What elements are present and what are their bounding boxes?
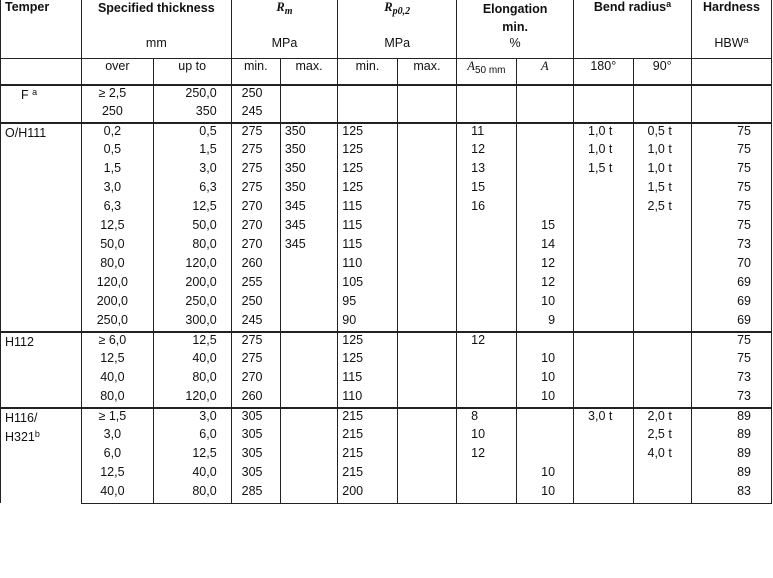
table-cell: 12 [516,256,573,275]
table-cell: 115 [338,237,397,256]
header-rp02: $R_{p0,2}$ [338,0,457,36]
table-cell: 13 [457,161,516,180]
table-cell: 6,0 [81,446,153,465]
table-cell [633,237,691,256]
table-cell [280,465,337,484]
header-row-titles [1,0,772,36]
table-cell: 270 [231,199,280,218]
table-cell: 83 [691,484,771,503]
table-cell: 125 [338,351,397,370]
table-cell [397,275,456,294]
table-cell: 50,0 [81,237,153,256]
table-cell [574,237,633,256]
table-cell: 115 [338,370,397,389]
table-row [1,256,772,275]
table-cell [397,104,456,123]
table-cell: 3,0 [81,427,153,446]
table-cell: 14 [516,237,573,256]
table-cell: 40,0 [81,370,153,389]
table-cell: 200,0 [153,275,231,294]
table-cell [516,199,573,218]
table-cell: 80,0 [81,389,153,408]
table-cell: 70 [691,256,771,275]
table-cell [397,123,456,142]
table-cell: 89 [691,427,771,446]
table-cell [457,256,516,275]
table-cell [397,332,456,351]
table-cell: 8 [457,408,516,427]
table-cell: 275 [231,142,280,161]
table-row [1,484,772,503]
table-cell: 69 [691,313,771,332]
table-cell: 11 [457,123,516,142]
table-row [1,218,772,237]
table-cell: 75 [691,199,771,218]
table-row [1,332,772,351]
header-elongation: Elongation min. [457,0,574,36]
table-row [1,180,772,199]
table-cell: 215 [338,465,397,484]
table-cell: 2,5 t [633,427,691,446]
table-cell [574,351,633,370]
table-cell: 110 [338,389,397,408]
table-cell [633,85,691,104]
table-cell: 270 [231,370,280,389]
table-cell [574,427,633,446]
table-cell [574,218,633,237]
table-cell [574,180,633,199]
table-cell [516,446,573,465]
table-cell [397,389,456,408]
table-cell [397,237,456,256]
table-cell [397,180,456,199]
table-cell [397,427,456,446]
table-row [1,313,772,332]
table-cell: ≥ 6,0 [81,332,153,351]
table-cell [457,237,516,256]
table-row [1,408,772,427]
table-cell: 12,5 [81,351,153,370]
table-cell [397,199,456,218]
table-cell: 215 [338,446,397,465]
sub-rm-max: max. [280,58,337,85]
table-row [1,465,772,484]
table-cell: 250,0 [81,313,153,332]
table-cell: 12,5 [153,446,231,465]
table-cell: 1,0 t [633,142,691,161]
table-cell [516,408,573,427]
table-cell: 3,0 [153,408,231,427]
table-cell: 115 [338,218,397,237]
table-cell: 69 [691,275,771,294]
table-cell [397,484,456,503]
table-cell: 125 [338,142,397,161]
table-row [1,85,772,104]
unit-percent: % [457,36,574,58]
table-cell: 10 [516,465,573,484]
table-cell: 6,3 [153,180,231,199]
table-cell [457,370,516,389]
table-cell: 3,0 t [574,408,633,427]
table-row [1,161,772,180]
table-row [1,275,772,294]
table-cell: 350 [280,161,337,180]
table-cell [574,465,633,484]
header-temper: Temper [1,0,82,36]
table-cell [516,180,573,199]
table-cell: 12,5 [153,199,231,218]
table-cell [280,256,337,275]
table-cell: 0,5 [153,123,231,142]
table-cell: ≥ 1,5 [81,408,153,427]
table-cell [457,484,516,503]
temper-cell: H116/ H321$^b$ [1,408,82,503]
table-cell: 75 [691,180,771,199]
table-cell [397,465,456,484]
table-cell [633,218,691,237]
table-cell: 115 [338,199,397,218]
table-cell [633,313,691,332]
table-cell [397,408,456,427]
header-row-subcolumns [1,58,772,85]
table-cell [457,465,516,484]
table-cell [516,142,573,161]
table-cell: 350 [280,180,337,199]
table-cell: 15 [516,218,573,237]
table-cell [574,313,633,332]
table-cell [397,351,456,370]
table-cell [280,275,337,294]
table-cell: 250,0 [153,294,231,313]
table-cell: 255 [231,275,280,294]
table-cell [516,161,573,180]
table-cell: 350 [153,104,231,123]
table-row [1,294,772,313]
table-cell [280,484,337,503]
table-cell: 80,0 [81,256,153,275]
table-cell: 95 [338,294,397,313]
table-cell: 9 [516,313,573,332]
table-cell [516,85,573,104]
table-cell: 260 [231,389,280,408]
table-cell [397,370,456,389]
table-cell: 75 [691,332,771,351]
table-cell: 80,0 [153,237,231,256]
table-cell: 12,5 [153,332,231,351]
unit-mpa-rm: MPa [231,36,338,58]
table-cell [633,465,691,484]
table-cell: 250,0 [153,85,231,104]
table-cell: 110 [338,256,397,275]
table-cell: 10 [516,294,573,313]
sub-up-to: up to [153,58,231,85]
table-cell: 40,0 [81,484,153,503]
table-cell: 3,0 [153,161,231,180]
sub-a: A [516,58,573,85]
table-cell [280,351,337,370]
table-cell: 250 [81,104,153,123]
table-cell [574,294,633,313]
table-cell [280,446,337,465]
table-cell [280,408,337,427]
table-cell [280,294,337,313]
sub-a50mm: $A_{50 mm}$ [457,58,516,85]
table-cell: 10 [516,351,573,370]
table-cell: 73 [691,370,771,389]
table-cell: 6,0 [153,427,231,446]
table-cell: 90 [338,313,397,332]
temper-cell: H112 [1,332,82,408]
table-cell [633,275,691,294]
table-cell [280,389,337,408]
table-cell: 105 [338,275,397,294]
table-cell: 75 [691,351,771,370]
table-cell: 40,0 [153,351,231,370]
header-specified-thickness: Specified thickness [81,0,231,36]
table-cell: 10 [516,484,573,503]
table-cell: 15 [457,180,516,199]
table-cell [633,484,691,503]
table-cell [574,275,633,294]
table-cell: 200 [338,484,397,503]
table-cell: 80,0 [153,484,231,503]
table-cell: 12,5 [81,465,153,484]
table-row [1,389,772,408]
header-row-units [1,36,772,58]
table-cell [516,332,573,351]
table-cell: 6,3 [81,199,153,218]
table-cell: 275 [231,351,280,370]
table-cell: 75 [691,123,771,142]
table-cell: 285 [231,484,280,503]
table-cell: 1,0 t [574,142,633,161]
table-row [1,199,772,218]
table-cell [457,275,516,294]
table-cell: 1,5 [153,142,231,161]
table-row [1,446,772,465]
table-cell: 345 [280,199,337,218]
table-cell [574,256,633,275]
table-cell [574,389,633,408]
table-cell: 89 [691,465,771,484]
table-cell: 345 [280,218,337,237]
table-cell: 300,0 [153,313,231,332]
table-cell: 125 [338,161,397,180]
table-cell [574,332,633,351]
table-cell: 12 [457,142,516,161]
sub-rp-max: max. [397,58,456,85]
table-cell [280,313,337,332]
table-cell [633,332,691,351]
table-cell: 80,0 [153,370,231,389]
table-cell: 0,5 [81,142,153,161]
table-cell [280,85,337,104]
table-cell: 89 [691,446,771,465]
table-cell: 305 [231,465,280,484]
table-cell: 3,0 [81,180,153,199]
sub-180: 180° [574,58,633,85]
table-cell [516,427,573,446]
table-cell: 1,5 [81,161,153,180]
table-cell: 0,5 t [633,123,691,142]
table-cell [397,142,456,161]
table-row [1,142,772,161]
table-cell: 275 [231,123,280,142]
table-cell [574,199,633,218]
table-cell [280,104,337,123]
table-cell: 270 [231,237,280,256]
header-hardness: Hardness [691,0,771,36]
table-cell [280,427,337,446]
table-cell: 4,0 t [633,446,691,465]
table-cell: 12 [457,446,516,465]
table-cell [397,313,456,332]
table-row [1,123,772,142]
table-cell: 12,5 [81,218,153,237]
sub-rp-min: min. [338,58,397,85]
table-cell: 73 [691,389,771,408]
table-row [1,370,772,389]
table-cell: 215 [338,427,397,446]
table-cell: 275 [231,332,280,351]
table-cell [574,446,633,465]
header-bend-radius: Bend radius$^a$ [574,0,692,36]
table-cell [397,85,456,104]
table-cell: 125 [338,180,397,199]
table-cell [633,104,691,123]
table-cell [457,313,516,332]
table-cell: 250 [231,294,280,313]
table-cell: 1,5 t [574,161,633,180]
table-cell [633,370,691,389]
table-cell: 0,2 [81,123,153,142]
table-cell [397,256,456,275]
table-cell: 275 [231,180,280,199]
table-cell [457,218,516,237]
table-cell: 69 [691,294,771,313]
table-cell: 260 [231,256,280,275]
table-cell: 125 [338,123,397,142]
table-cell: 305 [231,446,280,465]
table-cell [691,85,771,104]
table-cell: 270 [231,218,280,237]
table-cell: ≥ 2,5 [81,85,153,104]
table-cell [457,294,516,313]
table-cell: 275 [231,161,280,180]
table-cell: 305 [231,427,280,446]
header-rm: $R_m$ [231,0,338,36]
table-cell: 12 [457,332,516,351]
table-row [1,237,772,256]
table-cell: 200,0 [81,294,153,313]
table-cell: 120,0 [153,389,231,408]
table-cell [691,104,771,123]
table-cell [633,294,691,313]
table-cell: 1,0 t [633,161,691,180]
table-cell [633,256,691,275]
table-cell: 345 [280,237,337,256]
table-cell [397,294,456,313]
table-cell [574,85,633,104]
table-cell: 120,0 [81,275,153,294]
table-cell: 12 [516,275,573,294]
table-cell [280,332,337,351]
table-cell: 1,5 t [633,180,691,199]
table-cell [457,351,516,370]
table-cell [516,104,573,123]
table-cell: 305 [231,408,280,427]
table-cell [457,104,516,123]
table-cell: 10 [516,389,573,408]
unit-mm: mm [81,36,231,58]
table-row [1,427,772,446]
table-cell: 1,0 t [574,123,633,142]
table-cell: 2,5 t [633,199,691,218]
table-cell: 250 [231,85,280,104]
table-cell [338,104,397,123]
table-cell: 16 [457,199,516,218]
table-cell: 89 [691,408,771,427]
unit-hbw: HBW$^a$ [691,36,771,58]
table-cell: 215 [338,408,397,427]
table-cell: 2,0 t [633,408,691,427]
unit-mpa-rp: MPa [338,36,457,58]
table-cell [457,85,516,104]
table-cell [516,123,573,142]
temper-cell: F $^a$ [1,85,82,123]
table-cell [574,484,633,503]
table-cell [574,370,633,389]
table-cell: 73 [691,237,771,256]
table-cell: 125 [338,332,397,351]
table-cell: 75 [691,142,771,161]
table-cell: 350 [280,142,337,161]
table-cell [397,446,456,465]
sub-rm-min: min. [231,58,280,85]
table-row [1,351,772,370]
table-cell: 245 [231,313,280,332]
table-cell: 245 [231,104,280,123]
table-cell [397,218,456,237]
table-cell: 75 [691,161,771,180]
table-cell: 10 [516,370,573,389]
table-cell [457,389,516,408]
table-cell [280,370,337,389]
sub-over: over [81,58,153,85]
table-cell: 350 [280,123,337,142]
table-cell: 10 [457,427,516,446]
table-cell [574,104,633,123]
table-cell: 50,0 [153,218,231,237]
table-cell: 40,0 [153,465,231,484]
table-row [1,104,772,123]
table-cell: 120,0 [153,256,231,275]
sub-90: 90° [633,58,691,85]
temper-cell: O/H111 [1,123,82,332]
table-cell [397,161,456,180]
table-cell: 75 [691,218,771,237]
table-cell [338,85,397,104]
table-cell [633,351,691,370]
table-cell [633,389,691,408]
